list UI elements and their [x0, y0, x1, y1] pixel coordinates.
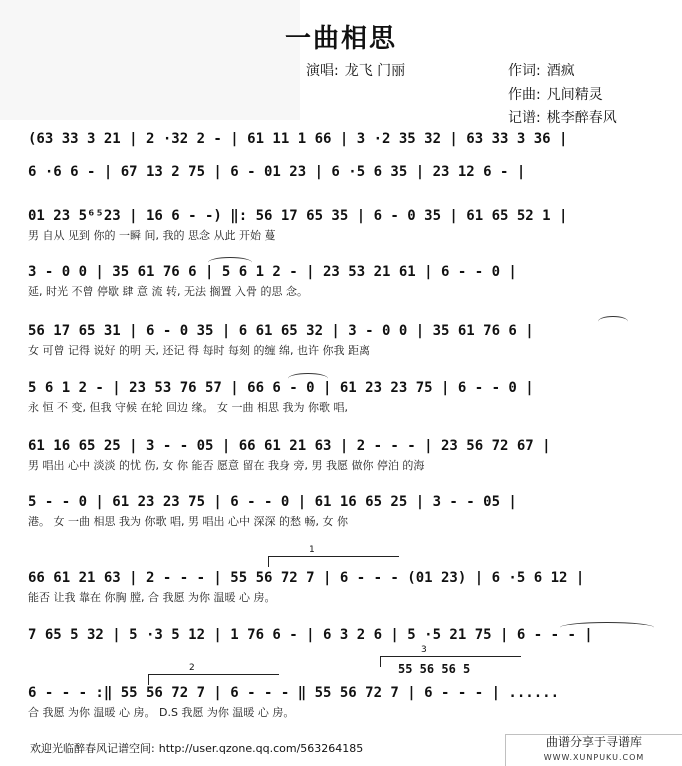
volta-label: 2	[189, 663, 195, 673]
notation-line: 61 16 65 25 | 3 - - 05 | 66 61 21 63 | 2 - - - | 23 56 72 67 |	[28, 438, 551, 454]
slur-icon	[598, 316, 628, 327]
notation-line: 3 - 0 0 | 35 61 76 6 | 5 6 1 2 - | 23 53 21 61 | 6 - - 0 |	[28, 264, 517, 280]
singer-value: 龙飞 门丽	[344, 63, 406, 79]
watermark-badge	[505, 734, 682, 766]
footer-welcome: 欢迎光临醉春风记谱空间:	[30, 742, 155, 755]
notation-line: 56 17 65 31 | 6 - 0 35 | 6 61 65 32 | 3 - 0 0 | 35 61 76 6 |	[28, 323, 534, 339]
watermark-url: WWW.XUNPUKU.COM	[543, 753, 645, 762]
lyrics-line: 永 恒 不 变, 但我 守候 在轮 回边 缘。 女 一曲 相思 我为 你歌 唱,	[28, 401, 348, 414]
tie-icon	[560, 622, 654, 633]
slur-icon	[288, 373, 328, 384]
volta-bracket-2	[148, 663, 279, 685]
lyrics-line: 女 可曾 记得 说好 的明 天, 还记 得 每时 每刻 的缠 绵, 也许 你我 距离	[28, 344, 370, 357]
lyricist-line	[508, 62, 575, 80]
score-row	[28, 163, 656, 199]
score-row	[28, 263, 656, 299]
volta-3-notation: 55 56 56 5	[398, 662, 471, 676]
score-row	[28, 322, 656, 358]
score-row	[28, 207, 656, 243]
footer-url[interactable]: http://user.qzone.qq.com/563264185	[158, 742, 364, 755]
composer-value: 凡间精灵	[546, 87, 603, 103]
score-row	[28, 130, 656, 166]
lyrics-line: 港。 女 一曲 相思 我为 你歌 唱, 男 唱出 心中 深深 的愁 畅, 女 你	[28, 515, 348, 528]
notation-line: 5 6 1 2 - | 23 53 76 57 | 66 6 - 0 | 61 23 23 75 | 6 - - 0 |	[28, 380, 534, 396]
score-row	[28, 379, 656, 415]
score-row	[28, 493, 656, 529]
lyrics-line: 能否 让我 靠在 你胸 膛, 合 我愿 为你 温暖 心 房。	[28, 591, 276, 604]
notation-line: (63 33 3 21 | 2 ·32 2 - | 61 11 1 66 | 3 ·2 35 32 | 63 33 3 36 |	[28, 131, 568, 147]
lyrics-line	[28, 185, 656, 199]
notation-line: 01 23 5⁶⁵23 | 16 6 - -) ‖: 56 17 65 35 | 6 - 0 35 | 61 65 52 1 |	[28, 208, 568, 224]
lyrics-line	[28, 648, 656, 662]
volta-bracket-1	[268, 545, 399, 567]
volta-label: 1	[309, 545, 315, 555]
score-row	[28, 684, 656, 720]
song-title: 一曲相思	[284, 24, 397, 54]
composer-line	[508, 86, 603, 104]
transcriber-line	[508, 109, 617, 127]
lyricist-label: 作词:	[508, 63, 541, 79]
lyrics-line: 男 唱出 心中 淡淡 的忧 伤, 女 你 能否 愿意 留在 我身 旁, 男 我愿 做你 停泊 的海	[28, 459, 425, 472]
footer-credit	[30, 740, 363, 756]
score-row	[28, 437, 656, 473]
transcriber-value: 桃李醉春风	[546, 110, 617, 126]
singer-label: 演唱:	[306, 63, 339, 79]
composer-label: 作曲:	[508, 87, 541, 103]
notation-line: 7 65 5 32 | 5 ·3 5 12 | 1 76 6 - | 6 3 2 6 | 5 ·5 21 75 | 6 - - - |	[28, 627, 593, 643]
notation-line: 66 61 21 63 | 2 - - - | 55 56 72 7 | 6 - - - (01 23) | 6 ·5 6 12 |	[28, 570, 585, 586]
lyrics-line: 合 我愿 为你 温暖 心 房。 D.S 我愿 为你 温暖 心 房。	[28, 706, 295, 719]
slur-icon	[208, 257, 252, 268]
lyricist-value: 酒疯	[546, 63, 575, 79]
watermark-text: 曲谱分享于寻谱库	[545, 735, 642, 749]
volta-label: 3	[421, 645, 427, 655]
transcriber-label: 记谱:	[508, 110, 541, 126]
lyrics-line: 延, 时光 不曾 停歇 肆 意 流 转, 无法 搁置 入骨 的思 念。	[28, 285, 308, 298]
notation-line: 6 - - - :‖ 55 56 72 7 | 6 - - - ‖ 55 56 72 7 | 6 - - - | ......	[28, 685, 560, 701]
notation-line: 5 - - 0 | 61 23 23 75 | 6 - - 0 | 61 16 65 25 | 3 - - 05 |	[28, 494, 517, 510]
score-row	[28, 569, 656, 605]
notation-line: 6 ·6 6 - | 67 13 2 75 | 6 - 01 23 | 6 ·5 6 35 | 23 12 6 - |	[28, 164, 526, 180]
singer-line	[306, 62, 405, 80]
lyrics-line: 男 自从 见到 你的 一瞬 间, 我的 思念 从此 开始 蔓	[28, 229, 276, 242]
